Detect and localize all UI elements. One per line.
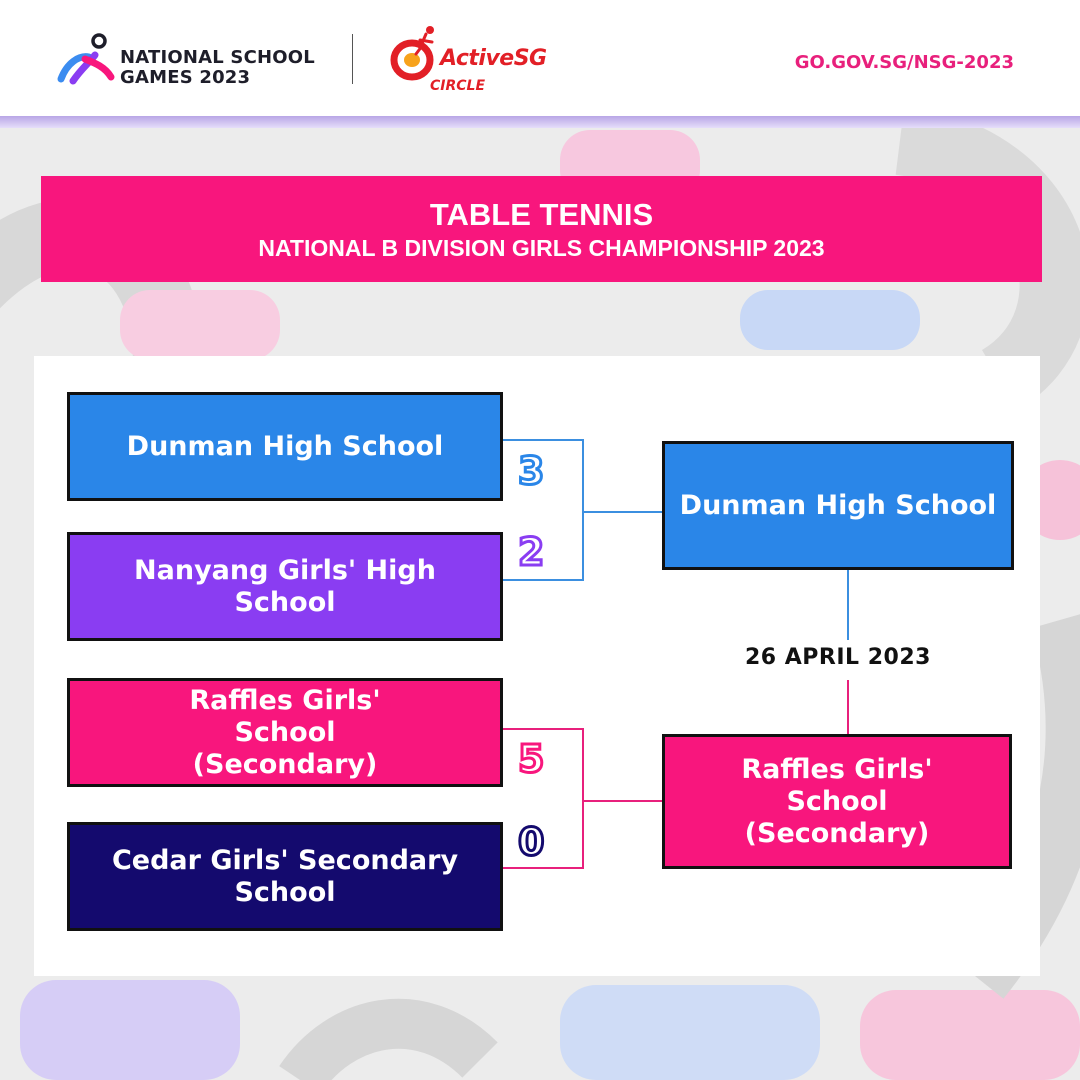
final-team-bottom: Raffles Girls' School (Secondary) — [662, 734, 1012, 869]
event-title: NATIONAL B DIVISION GIRLS CHAMPIONSHIP 2023 — [258, 235, 825, 261]
semifinal2-score-b: 0 — [518, 820, 545, 864]
nsg-title-line2: GAMES 2023 — [120, 67, 251, 88]
final-team-top: Dunman High School — [662, 441, 1014, 570]
nsg-title-line1: NATIONAL SCHOOL — [120, 47, 315, 68]
semifinal2-team-b: Cedar Girls' Secondary School — [67, 822, 503, 931]
semifinal1-team-b: Nanyang Girls' High School — [67, 532, 503, 641]
header-stripe — [0, 116, 1080, 128]
header-bar — [0, 0, 1080, 116]
nsg-logo-icon — [55, 33, 117, 85]
activesg-logo-icon — [390, 22, 442, 84]
semifinal2-team-a: Raffles Girls' School (Secondary) — [67, 678, 503, 787]
semifinal1-score-a: 3 — [518, 449, 545, 493]
title-banner — [41, 176, 1042, 282]
header-divider — [352, 34, 353, 84]
sport-title: TABLE TENNIS — [429, 197, 654, 232]
semifinal1-team-a: Dunman High School — [67, 392, 503, 501]
semifinal1-score-b: 2 — [518, 530, 545, 574]
semifinal2-score-a: 5 — [518, 737, 545, 781]
activesg-circle-label: CIRCLE — [430, 78, 486, 94]
final-date: 26 APRIL 2023 — [745, 645, 931, 670]
activesg-wordmark: ActiveSG — [440, 46, 547, 71]
site-url-link[interactable]: GO.GOV.SG/NSG-2023 — [794, 52, 1014, 73]
